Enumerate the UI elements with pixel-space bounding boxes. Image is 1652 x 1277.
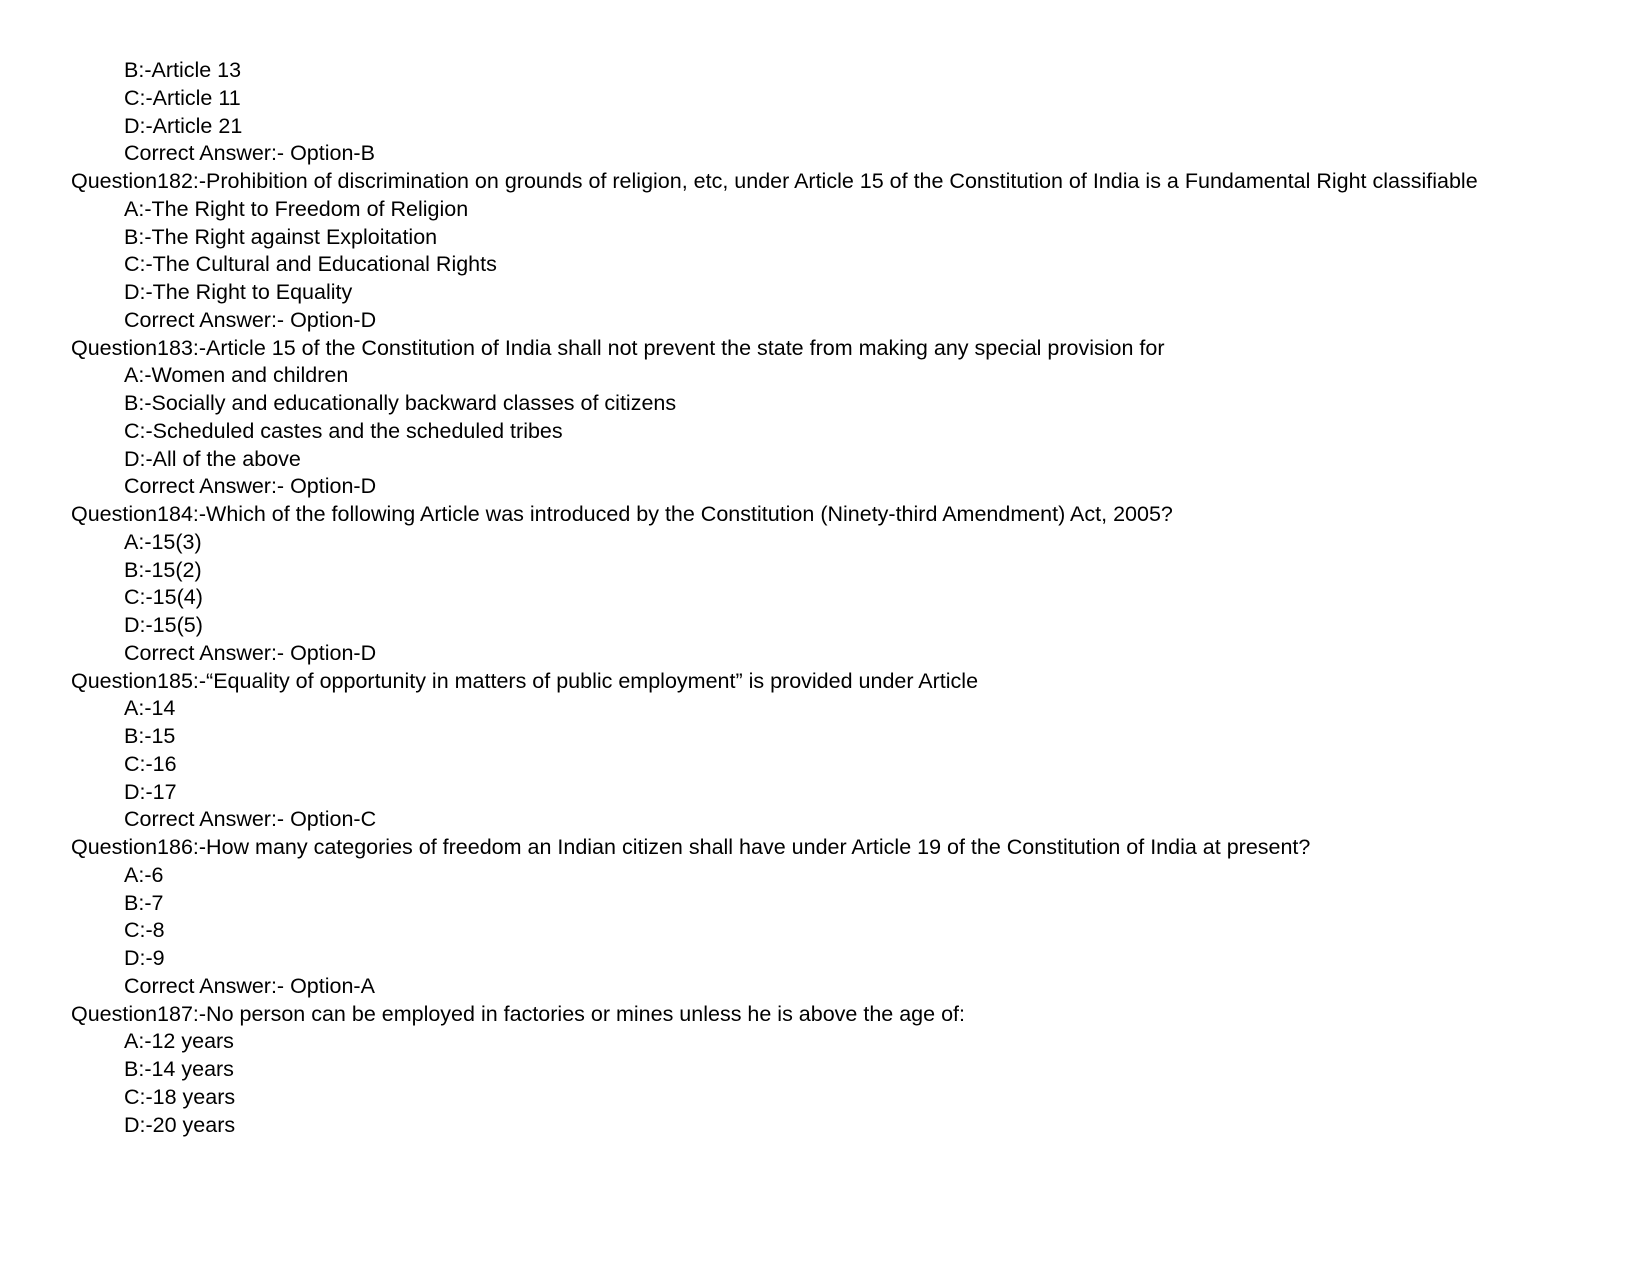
question-text: Question183:-Article 15 of the Constitution of India shall not prevent the state from making any special provision for	[71, 335, 1165, 360]
option-c: C:-16	[124, 751, 177, 776]
option-b: B:-Socially and educationally backward classes of citizens	[124, 391, 677, 415]
question-text: Question184:-Which of the following Article was introduced by the Constitution (Ninety-third Amendment) Act, 2005?	[71, 502, 1173, 526]
question-block	[0, 834, 1652, 1001]
question-text: Question187:-No person can be employed in factories or mines unless he is above the age of:	[71, 1001, 965, 1026]
correct-answer: Correct Answer:- Option-B	[124, 141, 375, 166]
option-a: A:-15(3)	[124, 529, 202, 554]
option-a: A:-The Right to Freedom of Religion	[124, 196, 469, 221]
option-c: C:-Article 11	[124, 85, 241, 110]
option-c: C:-Scheduled castes and the scheduled tribes	[124, 418, 563, 443]
correct-answer: Correct Answer:- Option-C	[124, 807, 377, 832]
option-b: B:-14 years	[124, 1057, 234, 1081]
option-d: D:-All of the above	[124, 446, 301, 471]
option-b: B:-15	[124, 724, 176, 748]
option-d: D:-Article 21	[124, 113, 243, 138]
correct-answer: Correct Answer:- Option-D	[124, 474, 377, 499]
option-a: A:-12 years	[124, 1029, 234, 1054]
correct-answer: Correct Answer:- Option-D	[124, 307, 377, 332]
option-d: D:-9	[124, 946, 165, 970]
option-c: C:-18 years	[124, 1084, 236, 1109]
question-text: Question186:-How many categories of freedom an Indian citizen shall have under Article 19 of the Constitution of India at present?	[71, 835, 1311, 859]
correct-answer: Correct Answer:- Option-D	[124, 640, 377, 665]
option-b: B:-Article 13	[124, 58, 242, 82]
option-c: C:-8	[124, 918, 165, 943]
option-b: B:-7	[124, 890, 164, 915]
question-block	[0, 1001, 1652, 1140]
option-a: A:-14	[124, 696, 176, 721]
question-text: Question185:-“Equality of opportunity in matters of public employment” is provided under Article	[71, 668, 979, 693]
option-d: D:-15(5)	[124, 613, 203, 637]
question-block	[0, 168, 1652, 335]
option-b: B:-15(2)	[124, 557, 202, 582]
option-d: D:-The Right to Equality	[124, 280, 353, 304]
question-block	[0, 668, 1652, 835]
question-document	[0, 57, 1652, 1139]
option-d: D:-17	[124, 779, 177, 804]
question-block	[0, 501, 1652, 668]
option-c: C:-15(4)	[124, 585, 203, 610]
option-b: B:-The Right against Exploitation	[124, 224, 438, 249]
option-a: A:-6	[124, 862, 164, 887]
option-c: C:-The Cultural and Educational Rights	[124, 252, 497, 277]
question-fragment	[0, 57, 1652, 168]
question-text: Question182:-Prohibition of discrimination on grounds of religion, etc, under Article 15 of the Constitution of India is a Fundamental Right classifiable	[71, 169, 1478, 193]
option-d: D:-20 years	[124, 1112, 236, 1137]
correct-answer: Correct Answer:- Option-A	[124, 973, 375, 998]
option-a: A:-Women and children	[124, 363, 349, 388]
question-block	[0, 335, 1652, 502]
